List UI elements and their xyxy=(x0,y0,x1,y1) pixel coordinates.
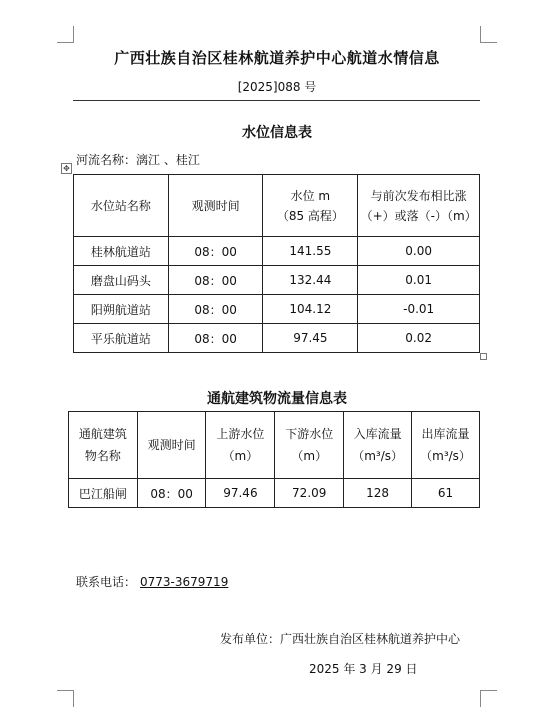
header-rule xyxy=(73,100,480,101)
water-level: 132.44 xyxy=(263,266,358,295)
header-upstream xyxy=(206,412,275,479)
document-number: [2025]088 号 xyxy=(237,80,317,94)
header-outflow-line1: 出库流量 xyxy=(421,427,470,441)
water-level-table-title: 水位信息表 xyxy=(242,125,312,141)
publisher: 发布单位：广西壮族自治区桂林航道养护中心 xyxy=(220,632,461,646)
crop-mark-top-right xyxy=(480,26,497,43)
header-station: 水位站名称 xyxy=(74,175,169,237)
outflow: 61 xyxy=(412,479,480,508)
publish-date: 2025 年 3 月 29 日 xyxy=(309,662,418,676)
level-change: -0.01 xyxy=(358,295,480,324)
header-level xyxy=(263,175,358,237)
header-structure-name-line1: 通航建筑 xyxy=(78,427,127,441)
contact-line xyxy=(76,573,232,590)
navigation-flow-table xyxy=(68,411,480,508)
contact-label: 联系电话： xyxy=(76,575,137,589)
header-level-line2: （85 高程） xyxy=(276,208,344,223)
observation-time: 08：00 xyxy=(168,266,263,295)
contact-phone: 0773-3679719 xyxy=(140,575,229,589)
table-row xyxy=(74,295,480,324)
table-row xyxy=(69,479,480,508)
header-level-line1: 水位 m xyxy=(290,188,331,203)
header-inflow-line1: 入库流量 xyxy=(353,427,402,441)
header-time: 观测时间 xyxy=(168,175,263,237)
station-name: 桂林航道站 xyxy=(74,237,169,266)
observation-time: 08：00 xyxy=(168,237,263,266)
station-name: 平乐航道站 xyxy=(74,324,169,353)
header-downstream-line1: 下游水位 xyxy=(285,427,334,441)
upstream-level: 97.46 xyxy=(206,479,275,508)
level-change: 0.00 xyxy=(358,237,480,266)
table-header-row xyxy=(69,412,480,479)
river-name: 河流名称：漓江 、桂江 xyxy=(76,153,200,167)
water-level: 141.55 xyxy=(263,237,358,266)
header-change-line1: 与前次发布相比涨 xyxy=(370,188,467,203)
water-level: 97.45 xyxy=(263,324,358,353)
header-downstream-line2: （m） xyxy=(291,449,328,463)
observation-time: 08：00 xyxy=(168,324,263,353)
header-time: 观测时间 xyxy=(137,412,206,479)
level-change: 0.01 xyxy=(358,266,480,295)
observation-time: 08：00 xyxy=(168,295,263,324)
header-inflow xyxy=(344,412,412,479)
header-change xyxy=(358,175,480,237)
table-header-row xyxy=(74,175,480,237)
observation-time: 08：00 xyxy=(137,479,206,508)
station-name: 磨盘山码头 xyxy=(74,266,169,295)
crop-mark-top-left xyxy=(57,26,74,43)
downstream-level: 72.09 xyxy=(275,479,344,508)
crop-mark-bottom-left xyxy=(57,690,74,707)
table-row xyxy=(74,324,480,353)
crop-mark-bottom-right xyxy=(480,690,497,707)
header-outflow xyxy=(412,412,480,479)
structure-name: 巴江船闸 xyxy=(69,479,138,508)
level-change: 0.02 xyxy=(358,324,480,353)
water-level-table xyxy=(73,174,480,353)
header-change-line2: （+）或落（-）（m） xyxy=(360,208,477,223)
header-outflow-line2: （m³/s） xyxy=(420,449,471,463)
table-resize-handle[interactable] xyxy=(480,353,487,360)
station-name: 阳朔航道站 xyxy=(74,295,169,324)
header-structure-name-line2: 物名称 xyxy=(84,449,121,463)
navigation-table-title: 通航建筑物流量信息表 xyxy=(207,391,347,407)
water-level: 104.12 xyxy=(263,295,358,324)
inflow: 128 xyxy=(344,479,412,508)
header-upstream-line1: 上游水位 xyxy=(216,427,265,441)
header-structure-name xyxy=(69,412,138,479)
header-downstream xyxy=(275,412,344,479)
header-inflow-line2: （m³/s） xyxy=(352,449,403,463)
header-upstream-line2: （m） xyxy=(222,449,259,463)
document-title: 广西壮族自治区桂林航道养护中心航道水情信息 xyxy=(114,49,440,67)
move-handle-icon[interactable]: ✥ xyxy=(61,163,72,174)
table-row xyxy=(74,237,480,266)
table-row xyxy=(74,266,480,295)
